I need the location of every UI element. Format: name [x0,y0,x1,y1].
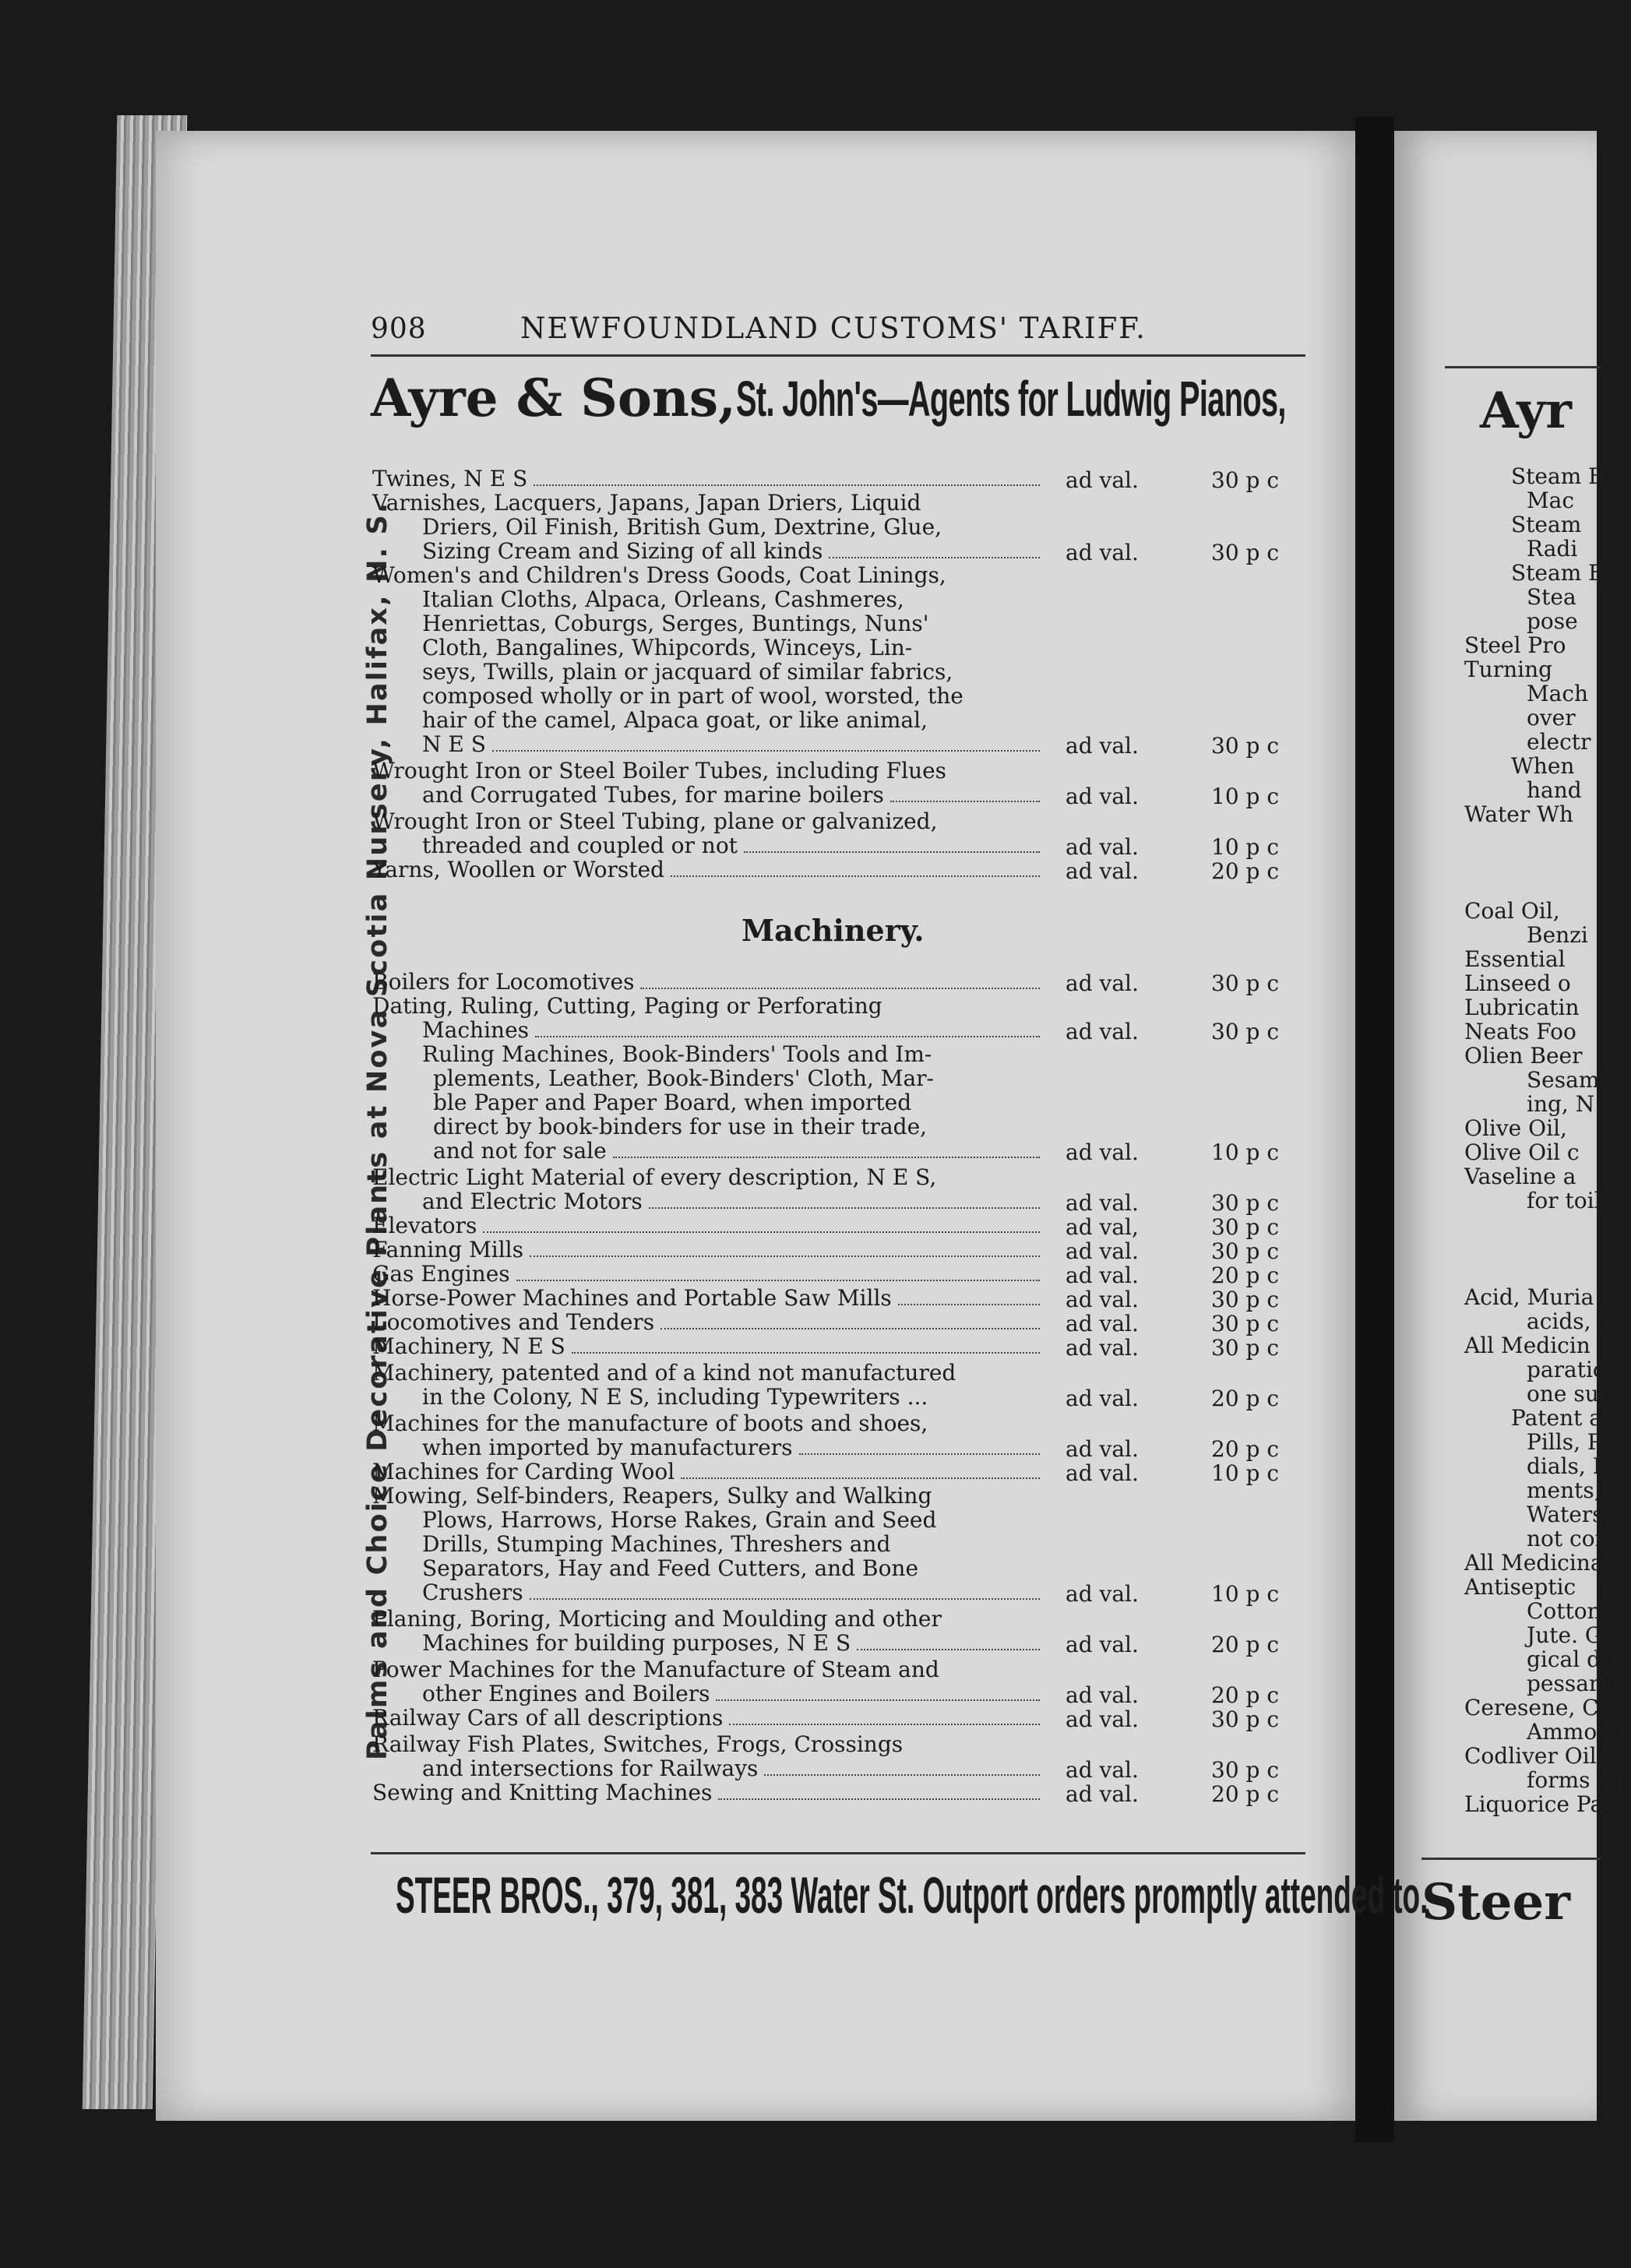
tariff-line: other Engines and Boilers [422,1681,710,1706]
duty-basis: ad val. [1066,1335,1139,1361]
right-page-line: Benzi [1527,922,1588,948]
duty-basis: ad val. [1066,1139,1139,1165]
tariff-line: in the Colony, N E S, including Typewriters ... [422,1384,928,1410]
right-page-line: Steam B [1511,463,1605,489]
duty-basis: ad val. [1066,1460,1139,1486]
duty-rate: 20 p c [1211,858,1280,884]
duty-rate: 30 p c [1211,1706,1280,1732]
dot-leader [799,1436,1040,1455]
tariff-line: hair of the camel, Alpaca goat, or like animal, [422,707,928,733]
top-ad-company: Ayre & Sons, [371,368,736,428]
right-page-line: dials, B [1527,1453,1609,1479]
tariff-line: plements, Leather, Book-Binders' Cloth, Mar- [433,1065,935,1091]
duty-basis: ad val. [1066,1263,1139,1288]
right-page-line: Waters, [1527,1502,1611,1527]
duty-basis: ad val. [1066,1311,1139,1336]
right-page-line: ing, N [1527,1091,1595,1117]
right-page-line: All Medicin [1464,1333,1590,1358]
tariff-line: Varnishes, Lacquers, Japans, Japan Driers, Liquid [372,490,921,516]
tariff-line: Separators, Hay and Feed Cutters, and Bone [422,1555,919,1581]
right-page-line: Ceresene, C [1464,1695,1599,1720]
duty-basis: ad val. [1066,1706,1139,1732]
duty-basis: ad val. [1066,540,1139,565]
right-page-line: Steam [1511,512,1582,537]
duty-rate: 10 p c [1211,834,1280,860]
right-page-line: not cont [1527,1526,1618,1551]
tariff-line: Horse-Power Machines and Portable Saw Mills [372,1285,892,1311]
duty-basis: ad val. [1066,1019,1139,1044]
right-page-line: Olive Oil, [1464,1115,1567,1141]
tariff-line: Henriettas, Coburgs, Serges, Buntings, Nuns' [422,611,929,636]
right-page-line: Liquorice Pa [1464,1791,1604,1817]
tariff-line: Cloth, Bangalines, Whipcords, Winceys, Lin- [422,635,913,660]
dot-leader [681,1460,1040,1479]
tariff-line: Crushers [422,1580,523,1605]
duty-rate: 30 p c [1211,1190,1280,1216]
tariff-line: Electric Light Material of every description, N E S, [372,1164,937,1190]
tariff-line: Boilers for Locomotives [372,969,635,995]
top-advertisement [371,368,1305,430]
tariff-line: Machines for Carding Wool [372,1459,675,1484]
tariff-line: and intersections for Railways [422,1756,759,1781]
duty-rate: 30 p c [1211,1757,1280,1783]
book-gutter [1355,117,1394,2142]
duty-basis: ad val. [1066,1386,1139,1411]
duty-rate: 20 p c [1211,1632,1280,1657]
tariff-line: Drills, Stumping Machines, Threshers and [422,1531,891,1557]
dot-leader [716,1682,1040,1701]
dot-leader [890,784,1040,802]
right-page-footer: Steer [1421,1873,1570,1932]
tariff-line: Driers, Oil Finish, British Gum, Dextrine, Glue, [422,514,942,540]
right-page-banner: Ayr [1480,382,1572,440]
right-page-line: Steel Pro [1464,632,1566,658]
right-page-line: Water Wh [1464,801,1573,827]
duty-basis: ad val. [1066,784,1139,809]
dot-leader [640,970,1040,989]
bottom-advertisement: STEER BROS., 379, 381, 383 Water St. Outport orders promptly attended to. [396,1866,1428,1924]
tariff-line: and not for sale [433,1138,607,1164]
tariff-line: Sewing and Knitting Machines [372,1780,713,1805]
right-page-line: Turning [1464,657,1553,682]
tariff-line: Fanning Mills [372,1237,524,1263]
duty-rate: 10 p c [1211,784,1280,809]
right-page-line: one sub [1527,1381,1613,1407]
tariff-line: ble Paper and Paper Board, when imported [433,1090,912,1115]
right-page-line: Stea [1527,584,1576,610]
duty-basis: ad val. [1066,1581,1139,1607]
tariff-line: threaded and coupled or not [422,833,738,858]
duty-rate: 20 p c [1211,1263,1280,1288]
right-page-line: gical dre [1527,1646,1624,1672]
right-page-line: Pills, P [1527,1429,1602,1455]
duty-rate: 30 p c [1211,1287,1280,1312]
right-page-line: Patent an [1511,1405,1617,1431]
duty-basis: ad val. [1066,1287,1139,1312]
tariff-line: Machines [422,1017,530,1043]
right-page-line: Codliver Oil [1464,1743,1597,1769]
duty-rate: 10 p c [1211,1581,1280,1607]
duty-rate: 30 p c [1211,467,1280,493]
right-page-line: over [1527,705,1576,731]
duty-basis: ad val. [1066,1757,1139,1783]
tariff-line: Wrought Iron or Steel Boiler Tubes, including Flues [372,758,947,784]
tariff-line: Plows, Harrows, Horse Rakes, Grain and Seed [422,1507,937,1533]
right-page-line: Neats Foo [1464,1019,1576,1044]
dot-leader [649,1190,1040,1209]
dot-leader [898,1287,1040,1305]
duty-rate: 30 p c [1211,540,1280,565]
right-page-line: Radi [1527,536,1578,562]
tariff-line: and Corrugated Tubes, for marine boilers [422,782,884,808]
dot-leader [671,858,1040,877]
right-footer-rule [1421,1858,1601,1860]
duty-rate: 30 p c [1211,1335,1280,1361]
duty-rate: 20 p c [1211,1436,1280,1462]
dot-leader [483,1214,1040,1233]
duty-rate: 20 p c [1211,1781,1280,1807]
duty-basis: ad val. [1066,1238,1139,1264]
duty-basis: ad val. [1066,1632,1139,1657]
duty-rate: 30 p c [1211,733,1280,759]
duty-rate: 20 p c [1211,1386,1280,1411]
right-page-line: When [1511,753,1575,779]
right-page-line: Mach [1527,681,1589,706]
tariff-line: Italian Cloths, Alpaca, Orleans, Cashmeres, [422,586,904,612]
running-title: NEWFOUNDLAND CUSTOMS' TARIFF. [520,312,1147,345]
page-number: 908 [371,313,427,345]
dot-leader [534,467,1040,486]
side-advertisement: Palms and Choice Decorative Plants at Nova Scotia Nursery, Halifax, N. S. [362,501,393,1760]
tariff-line: Women's and Children's Dress Goods, Coat Linings, [372,562,946,588]
right-page-line: acids, N [1527,1308,1617,1334]
right-page-line: hand [1527,777,1582,803]
duty-basis: ad val. [1066,858,1139,884]
right-page-line: Acid, Muria [1464,1284,1594,1310]
tariff-line: and Electric Motors [422,1189,643,1214]
right-page-line: Linseed o [1464,970,1571,996]
duty-rate: 10 p c [1211,1460,1280,1486]
dot-leader [718,1781,1040,1800]
right-page-line: pose [1527,608,1578,634]
duty-rate: 30 p c [1211,1311,1280,1336]
right-page-line: paratio [1527,1357,1606,1382]
dot-leader [492,733,1040,752]
right-page-line: Jute. Ga [1527,1622,1615,1648]
duty-rate: 30 p c [1211,970,1280,996]
dot-leader [829,540,1040,558]
dot-leader [530,1581,1040,1600]
right-page-line: Olien Beer [1464,1043,1583,1069]
right-page-line: All Medicina [1464,1550,1604,1576]
duty-basis: ad val. [1066,1190,1139,1216]
duty-rate: 30 p c [1211,1019,1280,1044]
tariff-line: Railway Fish Plates, Switches, Frogs, Crossings [372,1731,904,1757]
right-page-line: Vaseline a [1464,1164,1576,1189]
right-page-line: Essential [1464,946,1566,972]
dot-leader [613,1139,1040,1158]
duty-basis: ad val, [1066,1214,1139,1240]
tariff-line: Gas Engines [372,1261,510,1287]
right-page-line: Ammoni [1527,1719,1619,1745]
section-heading: Machinery. [742,913,925,948]
header-rule [371,354,1305,357]
duty-basis: ad val. [1066,1781,1139,1807]
right-page-line: ments, [1527,1477,1601,1503]
tariff-line: Locomotives and Tenders [372,1309,655,1335]
tariff-line: Machines for the manufacture of boots and shoes, [372,1410,928,1436]
right-header-rule [1445,366,1601,368]
right-page-line: electr [1527,729,1591,755]
right-page-line: pessaries [1527,1671,1631,1696]
tariff-line: composed wholly or in part of wool, worsted, the [422,683,963,709]
footer-rule [371,1852,1305,1854]
tariff-line: Railway Cars of all descriptions [372,1705,724,1731]
right-page-line: Olive Oil c [1464,1139,1580,1165]
right-page-line: Coal Oil, [1464,898,1560,924]
right-page-line: for toil [1527,1188,1601,1213]
tariff-line: Wrought Iron or Steel Tubing, plane or galvanized, [372,808,938,834]
tariff-line: Machinery, N E S [372,1333,565,1359]
duty-basis: ad val. [1066,733,1139,759]
tariff-line: Sizing Cream and Sizing of all kinds [422,538,823,564]
tariff-line: direct by book-binders for use in their trade, [433,1114,928,1139]
dot-leader [516,1263,1040,1281]
tariff-line: Power Machines for the Manufacture of Steam and [372,1657,939,1682]
right-page-line: Lubricatin [1464,995,1580,1020]
dot-leader [661,1311,1040,1329]
duty-basis: ad val. [1066,467,1139,493]
tariff-line: Twines, N E S [372,466,528,491]
duty-rate: 20 p c [1211,1682,1280,1708]
right-page-line: Sesam [1527,1067,1600,1093]
duty-basis: ad val. [1066,834,1139,860]
dot-leader [729,1706,1040,1725]
dot-leader [530,1238,1040,1257]
right-page-line: Mac [1527,488,1575,513]
right-page-line: Steam E [1511,560,1605,586]
tariff-line: Mowing, Self-binders, Reapers, Sulky and Walking [372,1483,932,1509]
duty-basis: ad val. [1066,1436,1139,1462]
tariff-line: Machines for building purposes, N E S [422,1630,851,1656]
top-ad-slogan: St. John's—Agents for Ludwig Pianos, [736,371,1286,427]
tariff-line: N E S [422,731,486,757]
duty-rate: 10 p c [1211,1139,1280,1165]
dot-leader [744,834,1040,853]
tariff-line: Planing, Boring, Morticing and Moulding and other [372,1606,942,1632]
tariff-line: Ruling Machines, Book-Binders' Tools and Im- [422,1041,932,1067]
right-page-line: Antiseptic [1464,1574,1576,1600]
duty-rate: 30 p c [1211,1214,1280,1240]
duty-basis: ad val. [1066,1682,1139,1708]
dot-leader [572,1335,1040,1354]
tariff-line: Machinery, patented and of a kind not manufactured [372,1360,956,1386]
dot-leader [764,1757,1040,1776]
tariff-line: Yarns, Woollen or Worsted [372,857,664,882]
right-page-line: Cotton, [1527,1598,1608,1624]
tariff-line: Dating, Ruling, Cutting, Paging or Perforating [372,993,882,1019]
tariff-line: seys, Twills, plain or jacquard of similar fabrics, [422,659,953,685]
tariff-line: Elevators [372,1213,477,1238]
dot-leader [857,1632,1040,1650]
dot-leader [535,1019,1040,1037]
duty-basis: ad val. [1066,970,1139,996]
tariff-line: when imported by manufacturers [422,1435,793,1460]
right-page-line: forms a p [1527,1767,1631,1793]
duty-rate: 30 p c [1211,1238,1280,1264]
